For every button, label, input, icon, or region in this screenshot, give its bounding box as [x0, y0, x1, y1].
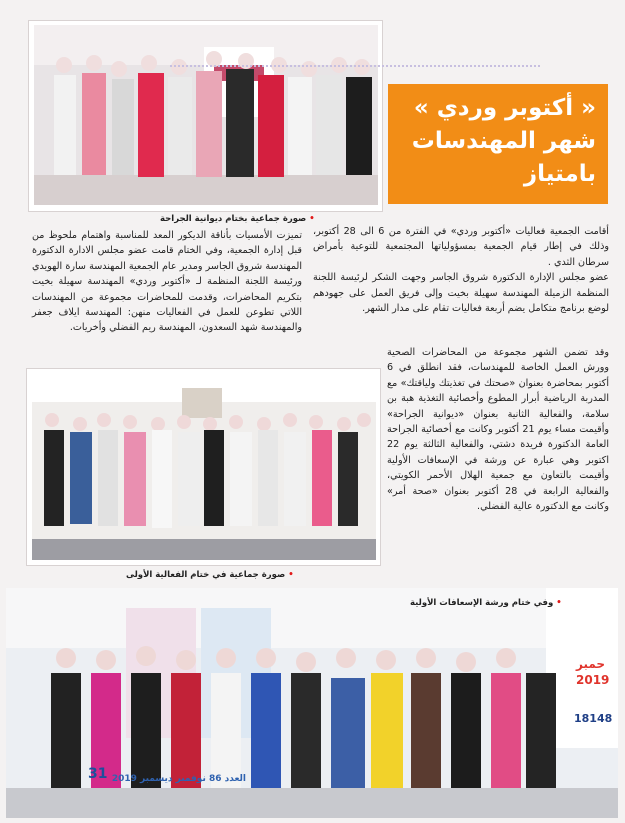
decorative-dotted-line [170, 65, 540, 67]
article-title-box [388, 84, 608, 204]
banner-date-word: حمبر [576, 657, 606, 671]
photo2-caption-text: صورة جماعية في ختام الفعالية الأولى [126, 570, 286, 580]
article-title-line-3: بامتياز [523, 161, 596, 187]
group-photo-first-event [32, 374, 376, 560]
group-photo-surgery-diwaniya [34, 25, 378, 205]
article-title-line-2: شهر المهندسات [411, 128, 596, 154]
article-title-line-1: « أكتوبر وردي » [413, 95, 596, 121]
article-column-left [32, 228, 302, 336]
caption-bullet: • [288, 570, 294, 580]
banner-year: 2019 [576, 673, 610, 687]
issue-label [111, 774, 246, 788]
banner-phone: 18148 [574, 712, 613, 725]
photo1-caption [160, 214, 315, 224]
right-column-paragraph-2: عضو مجلس الإدارة الدكتورة شروق الجاسر وجهت الشكر لرئيسة اللجنة المنظمة الزميلة المهندسة سهيلة بخيت وإلى فريق العمل على جهودهم لوضع برنامج متكامل يضم أربعة فعاليات تقام على مدار الشهر. [313, 272, 609, 315]
issue-label-text: العدد 86 نوفمبر ديسمبر 2019 [111, 774, 246, 784]
caption-bullet: • [309, 214, 315, 224]
right-column-paragraph-3: وقد تضمن الشهر مجموعة من المحاضرات الصحية وورش العمل الخاصة للمهندسات، فقد انطلق في 6 أكتوبر بمحاضرة بعنوان «صحتك في تغذيتك ولياقتك» مع المدربة الرياضية أبرار المطوع وأخصائية التغذية هبة بن سلامة، والفعالية الثانية بعنوان «ديوانية الجراحة» وأقيمت مساء يوم 21 أكتوبر وكانت مع أخصائية الجراحة العامة الدكتورة فريدة دشتي، والفعالية الثالثة يوم 22 اكتوبر وهي عبارة عن ورشة في الإسعافات الأولية وأقيمت بالتعاون مع جمعية الهلال الأحمر الكويتي، والفعالية الرابعة في 28 أكتوبر بعنوان «صحة أمر» وكانت مع الدكتورة عالية الفضلي. [387, 347, 609, 513]
right-column-paragraph-1: أقامت الجمعية فعاليات «أكتوبر وردي» في الفترة من 6 الى 28 أكتوبر، وذلك في إطار قيام الجمعية بمسؤولياتها المجتمعية للتوعية بأمراض سرطان الثدي . [313, 226, 609, 268]
article-column-right [313, 224, 609, 316]
caption-bullet: • [556, 598, 562, 608]
photo3-caption [410, 598, 562, 608]
photo3-caption-text: وفي ختام ورشة الإسعافات الأولية [410, 598, 554, 608]
left-column-paragraph-1: تميزت الأمسيات بأناقة الديكور المعد للمناسبة واهتمام ملحوظ من قبل إدارة الجمعية، وفي الختام قامت عضو مجلس الادارة الدكتورة المهندسة شروق الجاسر ومدير عام الجمعية المهندسة سارة الهويدي ورئيسة اللجنة المنظمة لـ «أكتوبر وردي» المهندسة سهيلة بخيت بتكريم المحاضرات، وقدمت للمحاضرات مجموعة من المهندسات اللاتي تطوعن للعمل في الفعاليات منهن: المهندسة ايلاف جعفر والمهندسة شهد السعدون، المهندسة ريم الفضلي وأخريات. [32, 230, 302, 334]
article-column-right-lower [387, 345, 609, 514]
photo2-caption [126, 570, 294, 580]
photo1-caption-text: صورة جماعية بختام ديوانية الجراحة [160, 214, 307, 224]
page-number: 31 [88, 766, 108, 782]
group-photo-first-aid-workshop [6, 588, 618, 818]
